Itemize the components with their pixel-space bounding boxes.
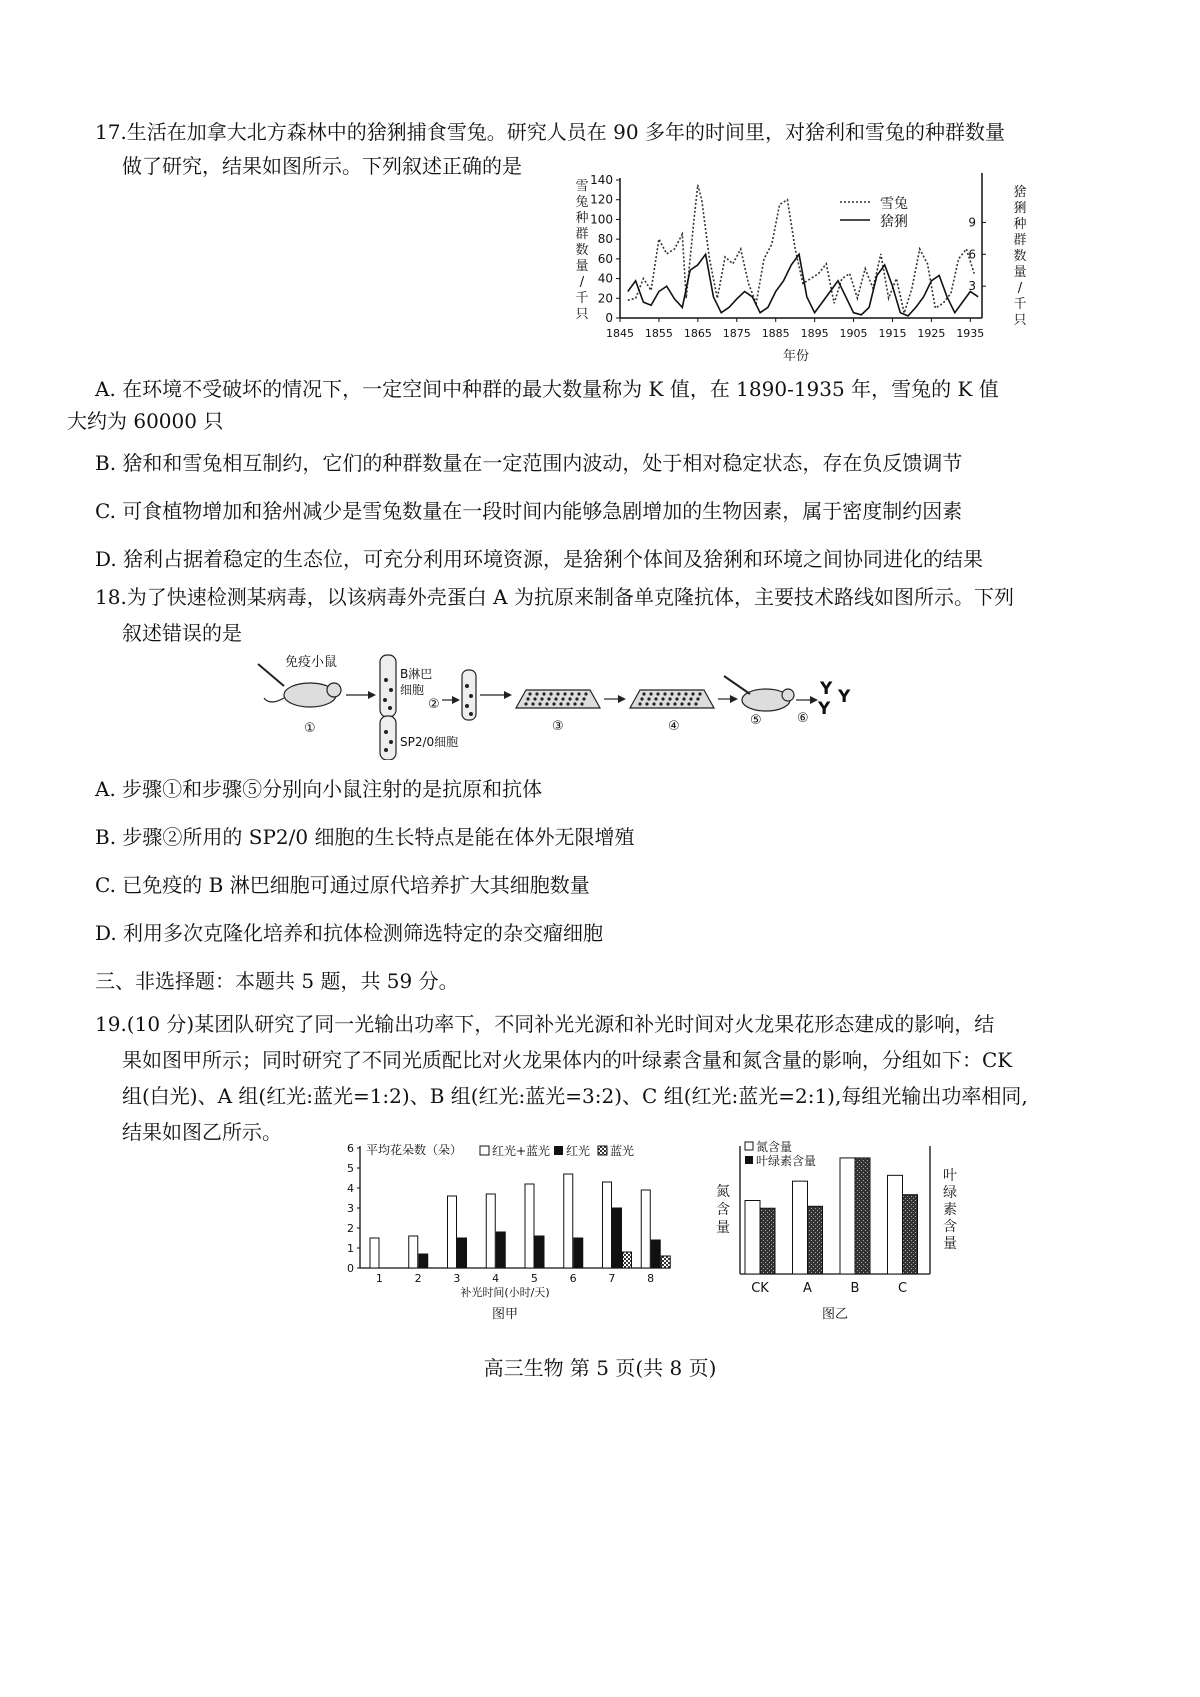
left-tick-label: 60	[597, 251, 613, 266]
chart-a-ytick: 3	[347, 1202, 354, 1215]
right-axis-label-char: 千	[1013, 297, 1027, 312]
chart-a-caption: 图甲	[491, 1307, 519, 1322]
monoclonal-antibody-diagram	[250, 650, 890, 760]
chart-b-bar	[745, 1200, 760, 1274]
chart-a-bar	[370, 1238, 379, 1268]
chart-a-bar	[535, 1236, 544, 1268]
left-tick-label: 120	[590, 192, 613, 207]
chart-a-ytick: 1	[347, 1242, 354, 1255]
chart-a-ytick: 4	[347, 1182, 354, 1195]
q18-option-a: A. 步骤①和步骤⑤分别向小鼠注射的是抗原和抗体	[95, 777, 543, 801]
chart-a-ytick: 5	[347, 1162, 354, 1175]
left-axis-label-char: 只	[575, 307, 589, 322]
section-3-heading: 三、非选择题：本题共 5 题，共 59 分。	[95, 969, 459, 993]
right-tick-label: 6	[968, 247, 976, 262]
page-footer: 高三生物 第 5 页(共 8 页)	[483, 1356, 717, 1380]
left-tick-label: 100	[590, 212, 613, 227]
chart-b-xtick: CK	[751, 1281, 769, 1296]
chart-a-title: 平均花朵数（朵）	[366, 1143, 463, 1157]
step-2: ②	[428, 697, 440, 712]
step-1: ①	[304, 721, 316, 736]
chart-a-bar	[409, 1236, 418, 1268]
mouse-label: 免疫小鼠	[285, 655, 338, 670]
chart-b-y2label-char: 量	[943, 1236, 957, 1252]
left-tick-label: 20	[597, 291, 613, 306]
culture-plate-3	[516, 690, 600, 708]
mouse-icon	[258, 664, 341, 707]
legend-blue: 蓝光	[610, 1144, 635, 1158]
chart-b-y2label-char: 含	[943, 1219, 957, 1235]
right-axis-label-char: 猁	[1013, 201, 1027, 216]
chart-a-bar	[661, 1256, 670, 1268]
chart-b-bar	[840, 1158, 855, 1274]
x-tick-label: 1875	[722, 327, 751, 340]
left-tick-label: 140	[590, 173, 613, 187]
chart-b-ylabel-char: 含	[716, 1202, 730, 1218]
q19-line3: 组(白光)、A 组(红光:蓝光=1:2)、B 组(红光:蓝光=3:2)、C 组(红光:蓝光=2:1),每组光输出功率相同,	[122, 1084, 1028, 1108]
chart-b-ylabel	[716, 1184, 730, 1236]
right-axis-label-char: 种	[1013, 217, 1027, 232]
chart-a-xtick: 6	[569, 1272, 577, 1285]
left-axis-label-char: 群	[575, 227, 589, 242]
right-axis-label-char: /	[1017, 281, 1023, 296]
step-5: ⑤	[750, 713, 762, 728]
legend-red: 红光	[566, 1144, 591, 1158]
chart-b-y2label-char: 绿	[943, 1185, 957, 1201]
right-axis-label-char: 数	[1013, 249, 1027, 264]
legend-chlorophyll: 叶绿素含量	[756, 1154, 817, 1168]
left-axis-label-char: 雪	[575, 179, 589, 194]
left-tick-label: 80	[597, 232, 613, 247]
left-axis-label-char: 种	[575, 211, 589, 226]
chart-a-bar	[574, 1238, 583, 1268]
q17-stem-line2: 做了研究，结果如图所示。下列叙述正确的是	[122, 154, 522, 178]
q19-line1: 19.(10 分)某团队研究了同一光输出功率下，不同补光光源和补光时间对火龙果花形态建成的影响，结	[95, 1012, 995, 1036]
left-axis-label-char: /	[579, 275, 585, 290]
chart-b-bar	[793, 1181, 808, 1274]
chart-b-ylabel-char: 量	[716, 1220, 730, 1236]
chart-a-xtick: 2	[414, 1272, 422, 1285]
chart-a-bar	[603, 1182, 612, 1268]
b-cell-label-1: B淋巴	[400, 667, 433, 681]
q17-option-d: D. 猞利占据着稳定的生态位，可充分利用环境资源，是猞猁个体间及猞猁和环境之间协同进化的结果	[95, 547, 984, 571]
chart-a-bar	[486, 1194, 495, 1268]
chart-b-bar	[855, 1158, 870, 1274]
q18-option-b: B. 步骤②所用的 SP2/0 细胞的生长特点是能在体外无限增殖	[95, 825, 635, 849]
chart-b-bar	[808, 1206, 823, 1274]
step-6: ⑥	[797, 711, 809, 726]
q17-option-a-line2: 大约为 60000 只	[67, 409, 224, 433]
right-axis-label-char: 群	[1013, 233, 1027, 248]
chart-a-bar	[613, 1208, 622, 1268]
chart-b-bar	[903, 1195, 918, 1274]
chart-b-xtick: A	[803, 1281, 812, 1296]
nitrogen-chlorophyll-chart	[705, 1138, 975, 1328]
right-tick-label: 9	[968, 215, 976, 230]
q17-stem-line1: 17.生活在加拿大北方森林中的猞猁捕食雪兔。研究人员在 90 多年的时间里，对猞利和雪兔的种群数量	[95, 120, 1005, 144]
right-axis-label-char: 量	[1013, 265, 1027, 280]
chart-a-xtick: 7	[608, 1272, 616, 1285]
chart-a-xtick: 1	[375, 1272, 383, 1285]
chart-a-ytick: 0	[347, 1262, 354, 1275]
chart-b-y2label	[943, 1168, 957, 1252]
left-tick-label: 0	[605, 311, 613, 325]
fusion-tube	[462, 670, 476, 720]
chart-a-xtick: 3	[453, 1272, 461, 1285]
chart-a-bar	[564, 1174, 573, 1268]
x-tick-label: 1905	[839, 327, 868, 340]
chart-b-legend	[745, 1140, 816, 1168]
right-axis-label-char: 只	[1013, 313, 1027, 328]
q19-line4: 结果如图乙所示。	[122, 1120, 282, 1144]
x-tick-label: 1935	[956, 327, 985, 340]
mouse-icon-2	[724, 676, 794, 711]
x-tick-label: 1885	[761, 327, 790, 340]
x-axis-label: 年份	[782, 349, 810, 364]
x-tick-label: 1845	[606, 327, 634, 340]
chart-b-bar	[888, 1175, 903, 1274]
chart-b-y2label-char: 素	[943, 1202, 957, 1218]
legend-lynx: 猞猁	[880, 214, 908, 230]
chart-a-bar	[496, 1232, 505, 1268]
b-cell-tube	[380, 655, 396, 717]
hare-series-line	[628, 185, 974, 313]
right-axis-label-char: 猞	[1013, 185, 1027, 200]
chart-b-ylabel-char: 氮	[716, 1184, 730, 1200]
chart-b-xtick: C	[897, 1281, 908, 1296]
legend-hare: 雪兔	[880, 196, 908, 212]
x-tick-label: 1855	[644, 327, 673, 340]
chart-a-bar	[641, 1190, 650, 1268]
left-axis-label	[575, 179, 588, 322]
chart-a-ytick: 6	[347, 1142, 354, 1155]
sp-cell-tube	[380, 716, 396, 760]
chart-a-xlabel: 补光时间(小时/天)	[460, 1286, 550, 1299]
chart-a-xtick: 4	[492, 1272, 500, 1285]
q17-option-a-line1: A. 在环境不受破坏的情况下，一定空间中种群的最大数量称为 K 值，在 1890-1935 年，雪兔的 K 值	[95, 377, 999, 401]
chart-a-legend	[480, 1143, 634, 1158]
chart-a-bar	[448, 1196, 457, 1268]
lynx-series-line	[628, 254, 978, 316]
b-cell-label-2: 细胞	[400, 683, 425, 697]
chart-a-bar	[419, 1254, 428, 1268]
q18-stem-line2: 叙述错误的是	[122, 621, 242, 645]
x-tick-label: 1865	[683, 327, 712, 340]
chart-a-bar	[623, 1252, 632, 1268]
step-4: ④	[668, 719, 680, 734]
lynx-hare-chart	[570, 168, 1050, 368]
q17-option-b: B. 猞和和雪兔相互制约，它们的种群数量在一定范围内波动，处于相对稳定状态，存在负反馈调节	[95, 451, 963, 475]
legend-red-blue: 红光+蓝光	[492, 1144, 551, 1158]
right-tick-label: 3	[968, 279, 976, 294]
right-axis-label	[1013, 184, 1026, 328]
antibody-y-1: Y	[820, 679, 833, 699]
x-tick-label: 1895	[800, 327, 829, 340]
q19-line2: 果如图甲所示；同时研究了不同光质配比对火龙果体内的叶绿素含量和氮含量的影响，分组如下：CK	[122, 1048, 1013, 1072]
chart-a-ytick: 2	[347, 1222, 354, 1235]
q18-option-d: D. 利用多次克隆化培养和抗体检测筛选特定的杂交瘤细胞	[95, 921, 604, 945]
step-3: ③	[552, 719, 564, 734]
chart-a-bar	[458, 1238, 467, 1268]
q18-option-c: C. 已免疫的 B 淋巴细胞可通过原代培养扩大其细胞数量	[95, 873, 590, 897]
sp-cell-label: SP2/0细胞	[400, 735, 459, 749]
left-axis-label-char: 数	[575, 243, 589, 258]
culture-plate-4	[630, 690, 714, 708]
chart-b-bar	[760, 1208, 775, 1274]
chart-a-xtick: 8	[647, 1272, 655, 1285]
q18-stem-line1: 18.为了快速检测某病毒，以该病毒外壳蛋白 A 为抗原来制备单克隆抗体，主要技术路线如图所示。下列	[95, 585, 1014, 609]
antibody-y-2: Y	[838, 687, 851, 707]
chart-a-bar	[651, 1240, 660, 1268]
left-axis-label-char: 量	[575, 259, 589, 274]
left-axis-label-char: 千	[575, 291, 589, 306]
chart-b-y2label-char: 叶	[943, 1168, 957, 1184]
left-tick-label: 40	[597, 271, 613, 286]
legend	[840, 196, 908, 230]
chart-a-xtick: 5	[530, 1272, 538, 1285]
q17-option-c: C. 可食植物增加和猞州减少是雪兔数量在一段时间内能够急剧增加的生物因素，属于密度制约因素	[95, 499, 963, 523]
legend-nitrogen: 氮含量	[756, 1140, 793, 1154]
chart-a-bar	[525, 1184, 534, 1268]
chart-b-xtick: B	[850, 1281, 860, 1296]
chart-b-caption: 图乙	[821, 1307, 849, 1322]
x-tick-label: 1915	[878, 327, 907, 340]
antibody-y-3: Y	[818, 699, 831, 719]
x-tick-label: 1925	[917, 327, 946, 340]
flower-count-chart	[340, 1138, 680, 1328]
left-axis-label-char: 兔	[575, 195, 589, 210]
